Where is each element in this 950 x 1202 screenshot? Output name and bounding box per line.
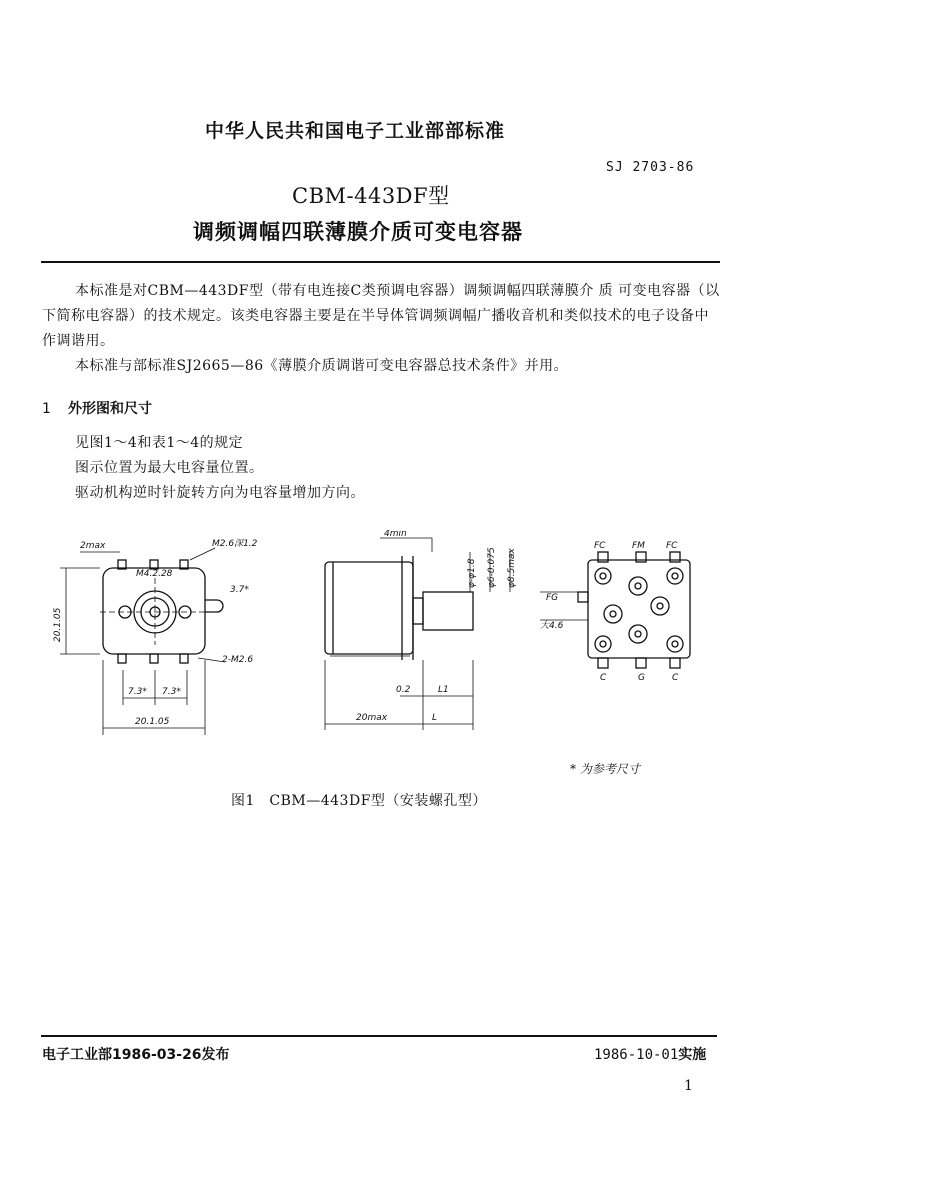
standard-code: SJ 2703-86 (606, 160, 695, 175)
dim-front-37: 3.7* (230, 585, 249, 595)
section-line-2: 图示位置为最大电容量位置。 (75, 460, 264, 476)
issue-date: 电子工业部1986-03-26发布 (42, 1047, 230, 1063)
effective-date-value: 1986-10-01 (594, 1047, 679, 1063)
section-heading (42, 398, 152, 418)
rear-label-c1: C (600, 673, 607, 683)
outline-drawing (40, 530, 720, 780)
reference-note: * 为参考尺寸 (570, 762, 640, 776)
page-number: 1 (684, 1078, 693, 1094)
dim-side-d2: φ6-0.075 (487, 547, 497, 588)
dim-front-holes: 2-M2.6 (222, 655, 254, 665)
section-number: 1 (42, 401, 51, 417)
section-line-3: 驱动机构逆时针旋转方向为电容量增加方向。 (75, 485, 365, 501)
top-rule (41, 261, 720, 263)
rear-label-fg: FG (546, 593, 559, 603)
rear-label-c2: C (672, 673, 679, 683)
paragraph-related-standard: 本标准与部标准SJ2665—86《薄膜介质调谐可变电容器总技术条件》并用。 (75, 358, 569, 374)
dim-side-d1: φ-φ1.8 (467, 558, 477, 588)
dim-front-top: 2max (80, 541, 106, 551)
dim-side-l: L (432, 713, 438, 723)
side-view (325, 538, 510, 730)
rear-label-fm: FM (632, 541, 645, 551)
dim-side-20max: 20max (356, 713, 388, 723)
paragraph-scope: 本标准是对CBM—443DF型（带有电连接C类预调电容器）调频调幅四联薄膜介 质 可变电容器（以下简称电容器）的技术规定。该类电容器主要是在半导体管调频调幅广播收音机和类似技术的电子设备中作调谐用。 (42, 283, 720, 349)
document-title: 调频调幅四联薄膜介质可变电容器 (193, 220, 523, 244)
dim-front-boss: M4.2.28 (136, 569, 173, 579)
dim-side-l1: L1 (438, 685, 449, 695)
section-line-1: 见图1～4和表1～4的规定 (75, 435, 244, 451)
effective-suffix: 实施 (678, 1047, 707, 1063)
rear-label-fc1: FC (594, 541, 606, 551)
rear-label-46: 大4.6 (540, 621, 564, 631)
dim-front-height: 20.1.05 (53, 607, 63, 642)
dim-front-73b: 7.3* (162, 687, 181, 697)
dim-side-02: 0.2 (396, 685, 411, 695)
dim-side-d3: φ8.5max (507, 548, 517, 588)
rear-label-g: G (638, 673, 645, 683)
model-title: CBM-443DF型 (292, 184, 450, 208)
rear-view (540, 552, 690, 668)
bottom-rule (41, 1035, 717, 1037)
figure-caption: 图1 CBM—443DF型（安装螺孔型） (231, 793, 487, 809)
issuing-authority: 中华人民共和国电子工业部部标准 (205, 120, 506, 142)
dim-front-73a: 7.3* (128, 687, 147, 697)
dim-side-top: 4min (384, 530, 407, 539)
dim-front-thread: M2.6深1.2 (212, 539, 258, 549)
rear-label-fc2: FC (666, 541, 678, 551)
dim-front-width: 20.1.05 (135, 717, 170, 727)
effective-date (594, 1044, 706, 1064)
section-title: 外形图和尺寸 (68, 401, 152, 417)
